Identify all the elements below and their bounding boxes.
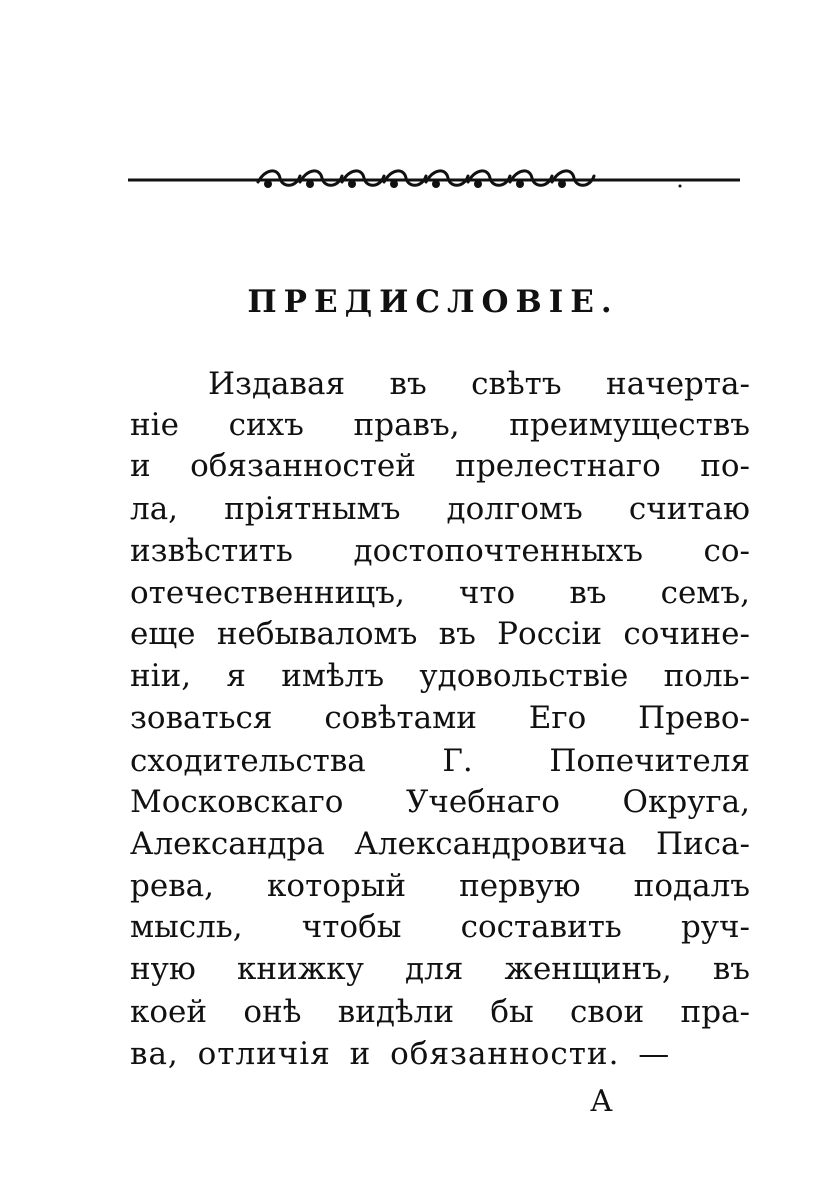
text-line: извѣстить достопочтенныхъ со- (130, 533, 750, 569)
text-line: рева, который первую подалъ (130, 868, 750, 904)
signature-mark: А (590, 1084, 613, 1119)
text-line: ную книжку для женщинъ, въ (130, 951, 750, 987)
text-line: ва, отличія и обязанности. — (130, 1036, 671, 1072)
text-line: и обязанностей прелестнаго по- (130, 448, 750, 484)
text-line: сходительства Г. Попечителя (130, 743, 750, 779)
text-line: ла, пріятнымъ долгомъ считаю (130, 491, 750, 527)
text-line: Александра Александровича Писа- (130, 826, 750, 862)
text-line: мысль, чтобы составить руч- (130, 909, 750, 945)
ornamental-headpiece (128, 160, 740, 200)
text-line: Московскаго Учебнаго Округа, (130, 784, 750, 820)
text-line: зоваться совѣтами Его Прево- (130, 700, 750, 736)
text-line: еще небываломъ въ Россіи сочине- (130, 616, 750, 652)
text-line: ніи, я имѣлъ удовольствіе поль- (130, 658, 750, 694)
text-line: ніе сихъ правъ, преимуществъ (130, 407, 750, 443)
page-title: ПРЕДИСЛОВІЕ. (247, 284, 619, 320)
text-line: коей онѣ видѣли бы свои пра- (130, 994, 750, 1030)
text-line: отечественницъ, что въ семъ, (130, 575, 750, 611)
text-line: Издавая въ свѣтъ начерта- (208, 366, 750, 402)
